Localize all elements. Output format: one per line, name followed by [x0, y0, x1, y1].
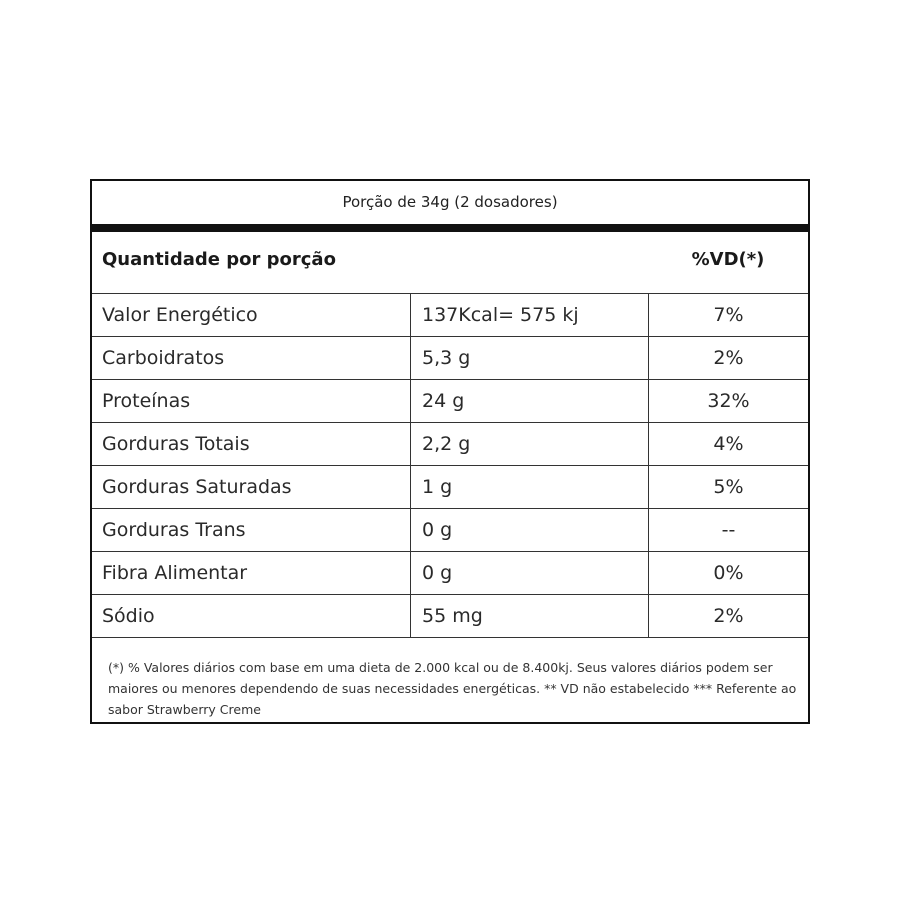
nutrient-amount: 0 g	[410, 509, 648, 551]
nutrient-name: Gorduras Totais	[102, 433, 250, 455]
header-divider	[92, 224, 808, 232]
table-row	[92, 423, 808, 466]
nutrient-amount: 2,2 g	[410, 423, 648, 465]
table-row	[92, 509, 808, 552]
nutrient-name: Carboidratos	[102, 347, 225, 369]
nutrient-daily-value: 32%	[648, 380, 808, 422]
table-header-row	[92, 232, 808, 294]
table-row	[92, 337, 808, 380]
table-row	[92, 466, 808, 509]
daily-value-label: %VD(*)	[691, 249, 765, 270]
table-row	[92, 380, 808, 423]
nutrient-amount: 0 g	[410, 552, 648, 594]
nutrient-name: Gorduras Trans	[102, 519, 246, 541]
nutrient-daily-value: 7%	[648, 294, 808, 336]
nutrient-rows	[92, 294, 808, 638]
nutrient-name: Fibra Alimentar	[102, 562, 248, 584]
nutrient-amount: 24 g	[410, 380, 648, 422]
table-row	[92, 552, 808, 595]
table-row	[92, 294, 808, 337]
nutrient-name: Valor Energético	[102, 304, 258, 326]
nutrient-daily-value: 2%	[648, 337, 808, 379]
nutrient-daily-value: 5%	[648, 466, 808, 508]
portion-size: Porção de 34g (2 dosadores)	[342, 193, 558, 211]
nutrient-daily-value: 0%	[648, 552, 808, 594]
nutrient-daily-value: --	[648, 509, 808, 551]
nutrient-amount: 5,3 g	[410, 337, 648, 379]
footnote: (*) % Valores diários com base em uma dieta de 2.000 kcal ou de 8.400kj. Seus valores diários podem ser maiores ou menores dependendo de suas necessidades energéticas. ** VD não estabelecido *** Referente ao sabor Strawberry Creme	[108, 660, 797, 717]
nutrient-name: Gorduras Saturadas	[102, 476, 292, 498]
quantity-per-portion-label: Quantidade por porção	[102, 249, 336, 270]
nutrient-amount: 137Kcal= 575 kj	[410, 294, 648, 336]
nutrient-daily-value: 2%	[648, 595, 808, 637]
nutrient-name: Sódio	[102, 605, 155, 627]
nutrient-amount: 1 g	[410, 466, 648, 508]
nutrient-name: Proteínas	[102, 390, 191, 412]
table-row	[92, 595, 808, 638]
nutrient-daily-value: 4%	[648, 423, 808, 465]
nutrient-amount: 55 mg	[410, 595, 648, 637]
nutrition-facts-table	[90, 179, 810, 724]
